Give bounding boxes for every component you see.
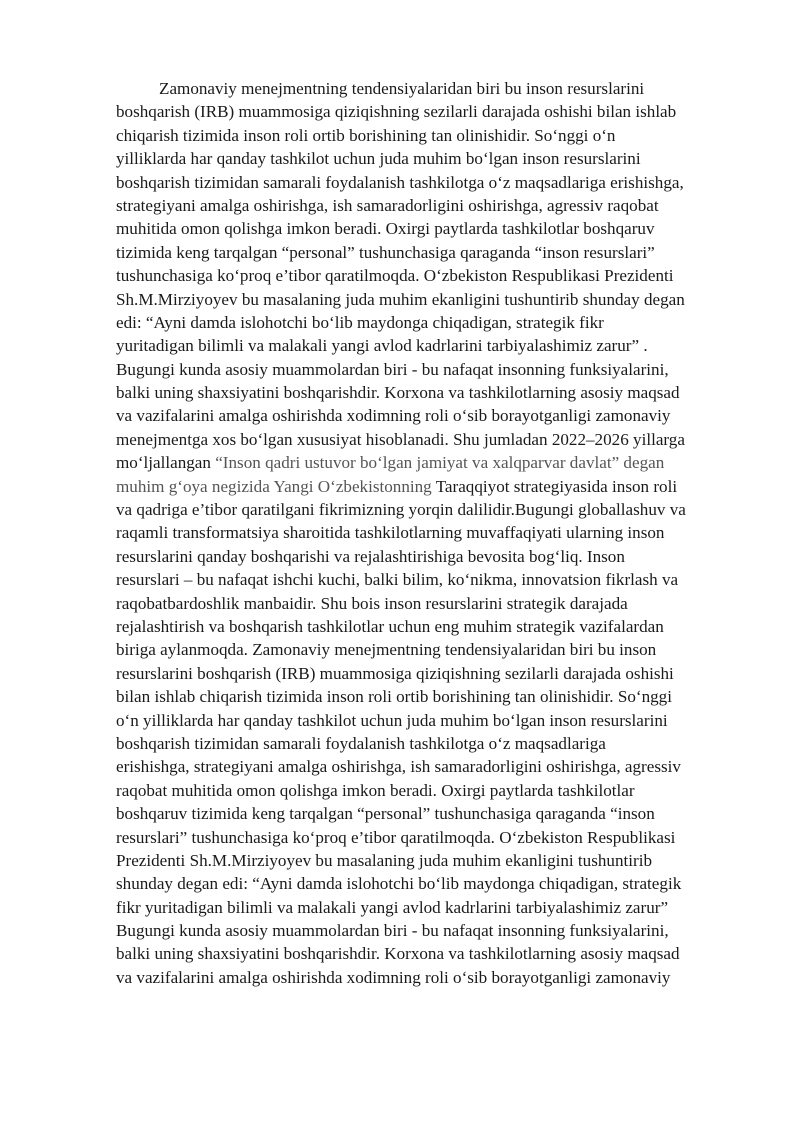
text-line: o‘n yilliklarda har qanday tashkilot uchun juda muhim bo‘lgan inson resurslarini <box>116 710 668 730</box>
text-line: menejmentga xos bo‘lgan xususiyat hisoblanadi. Shu jumladan 2022–2026 yillarga <box>116 429 685 449</box>
text-line: va vazifalarini amalga oshirishda xodimning roli o‘sib borayotganligi zamonaviy <box>116 967 671 987</box>
text-line: tizimida keng tarqalgan “personal” tushunchasiga qaraganda “inson resurslari” <box>116 242 655 262</box>
text-line: yilliklarda har qanday tashkilot uchun juda muhim bo‘lgan inson resurslarini <box>116 149 641 169</box>
text-line: boshqarish (IRB) muammosiga qiziqishning sezilarli darajada oshishi bilan ishlab <box>116 102 677 122</box>
text-line: raqobatbardoshlik manbaidir. Shu bois inson resurslarini strategik darajada <box>116 593 628 613</box>
text-line: rejalashtirish va boshqarish tashkilotlar uchun eng muhim strategik vazifalardan <box>116 616 664 636</box>
text-line: edi: “Ayni damda islohotchi bo‘lib maydonga chiqadigan, strategik fikr <box>116 312 604 332</box>
text-line: boshqarish tizimidan samarali foydalanish tashkilotga o‘z maqsadlariga erishishga, <box>116 172 684 192</box>
text-line: balki uning shaxsiyatini boshqarishdir. Korxona va tashkilotlarning asosiy maqsad <box>116 383 680 403</box>
text-line: Prezidenti Sh.M.Mirziyoyev bu masalaning juda muhim ekanligini tushuntirib <box>116 850 653 870</box>
text-line: erishishga, strategiyani amalga oshirishga, ish samaradorligini oshirishga, agressiv <box>116 757 681 777</box>
text-line: resurslarini qanday boshqarishi va rejalashtirishiga bevosita bog‘liq. Inson <box>116 546 625 566</box>
document-body <box>116 77 746 989</box>
text-line: fikr yuritadigan bilimli va malakali yangi avlod kadrlarini tarbiyalashimiz zarur” <box>116 897 669 917</box>
text-line: biriga aylanmoqda. Zamonaviy menejmentning tendensiyalaridan biri bu inson <box>116 640 657 660</box>
text-line: resurslari” tushunchasiga ko‘proq e’tibor qaratilmoqda. O‘zbekiston Respublikasi <box>116 827 676 847</box>
quoted-text: “Inson qadri ustuvor bo‘lgan jamiyat va xalqparvar davlat” degan <box>215 453 665 473</box>
paragraph <box>116 77 746 989</box>
text-line <box>116 475 746 498</box>
text-line: strategiyani amalga oshirishga, ish samaradorligini oshirishga, agressiv raqobat <box>116 195 659 215</box>
text-segment: Taraqqiyot strategiyasida inson roli <box>435 476 678 496</box>
text-line: resurslari – bu nafaqat ishchi kuchi, balki bilim, ko‘nikma, innovatsion fikrlash va <box>116 570 679 590</box>
text-line: shunday degan edi: “Ayni damda islohotchi bo‘lib maydonga chiqadigan, strategik <box>116 874 682 894</box>
text-line: resurslarini boshqarish (IRB) muammosiga qiziqishning sezilarli darajada oshishi <box>116 663 674 683</box>
text-segment: mo‘ljallangan <box>116 453 216 473</box>
text-line: va vazifalarini amalga oshirishda xodimning roli o‘sib borayotganligi zamonaviy <box>116 406 671 426</box>
text-line: raqobat muhitida omon qolishga imkon beradi. Oxirgi paytlarda tashkilotlar <box>116 780 635 800</box>
text-line: Sh.M.Mirziyoyev bu masalaning juda muhim ekanligini tushuntirib shunday degan <box>116 289 685 309</box>
text-line: tushunchasiga ko‘proq e’tibor qaratilmoqda. O‘zbekiston Respublikasi Prezidenti <box>116 266 674 286</box>
text-line: yuritadigan bilimli va malakali yangi avlod kadrlarini tarbiyalashimiz zarur” . <box>116 336 648 356</box>
text-line: muhitida omon qolishga imkon beradi. Oxirgi paytlarda tashkilotlar boshqaruv <box>116 219 655 239</box>
quoted-text: muhim g‘oya negizida Yangi O‘zbekistonning <box>116 476 436 496</box>
text-line: boshqaruv tizimida keng tarqalgan “personal” tushunchasiga qaraganda “inson <box>116 804 655 824</box>
text-line: Zamonaviy menejmentning tendensiyalaridan biri bu inson resurslarini <box>159 79 645 98</box>
text-line: bilan ishlab chiqarish tizimida inson roli ortib borishining tan olinishidir. So‘nggi <box>116 687 672 707</box>
text-line: Bugungi kunda asosiy muammolardan biri - bu nafaqat insonning funksiyalarini, <box>116 359 669 379</box>
text-line: balki uning shaxsiyatini boshqarishdir. Korxona va tashkilotlarning asosiy maqsad <box>116 944 680 964</box>
text-line: chiqarish tizimida inson roli ortib borishining tan olinishidir. So‘nggi o‘n <box>116 125 616 145</box>
text-line <box>116 451 746 474</box>
text-line: raqamli transformatsiya sharoitida tashkilotlarning muvaffaqiyati ularning inson <box>116 523 665 543</box>
text-line: boshqarish tizimidan samarali foydalanish tashkilotga o‘z maqsadlariga <box>116 733 606 753</box>
text-line: va qadriga e’tibor qaratilgani fikrimizning yorqin dalilidir.Bugungi globallashuv va <box>116 500 686 520</box>
text-line: Bugungi kunda asosiy muammolardan biri - bu nafaqat insonning funksiyalarini, <box>116 921 669 941</box>
